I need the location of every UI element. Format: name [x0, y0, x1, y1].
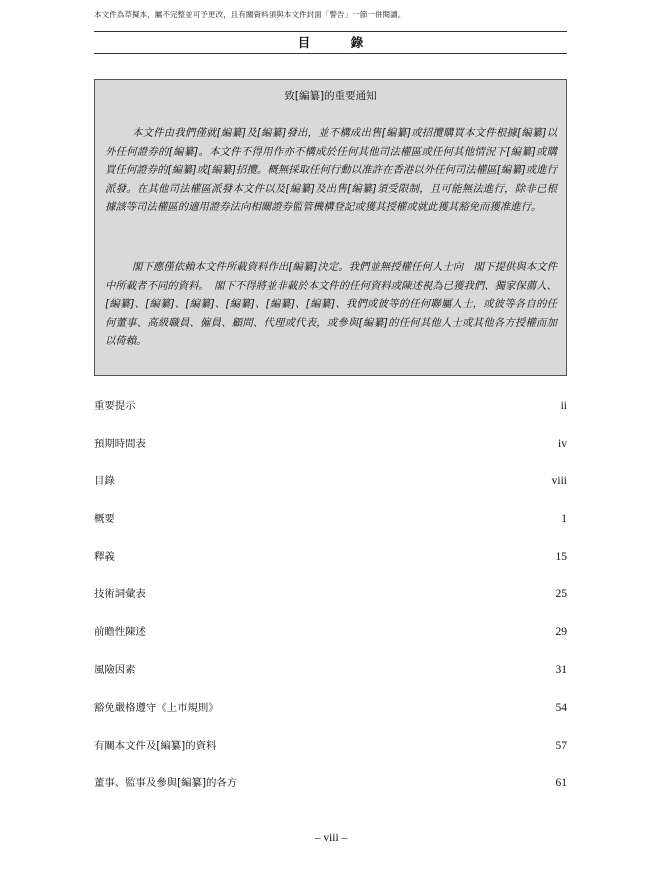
toc-entry-waivers[interactable] — [94, 698, 567, 718]
toc-entry-contents[interactable] — [94, 471, 567, 491]
toc-leader-dots — [117, 471, 527, 491]
toc-entry-label: 概要 — [94, 513, 115, 525]
toc-entry-label: 豁免嚴格遵守《上市規則》 — [94, 702, 219, 714]
important-notice-box — [94, 79, 567, 376]
toc-entry-page: viii — [551, 475, 567, 487]
toc-entry-page: iv — [558, 438, 567, 450]
toc-leader-dots — [221, 698, 527, 718]
toc-entry-page: 31 — [555, 664, 567, 676]
toc-entry-directors-parties[interactable] — [94, 773, 567, 793]
toc-entry-important-notice[interactable] — [94, 396, 567, 416]
toc-entry-label: 技術詞彙表 — [94, 588, 146, 600]
toc-entry-label: 董事、監事及參與[編纂]的各方 — [94, 777, 238, 789]
toc-entry-risk-factors[interactable] — [94, 660, 567, 680]
toc-entry-page: 15 — [555, 551, 567, 563]
notice-paragraph-1: 本文件由我們僅就[編纂]及[編纂]發出，並不構成出售[編纂]或招攬購買本文件根據[編纂]以外任何證券的[編纂]。本文件不得用作亦不構成於任何其他司法權區或任何其他情況下[編纂]或購買任何證券的[編纂]或[編纂]招攬。概無採取任何行動以准許在香港以外任何司法權區[編纂]或進行派發。在其他司法權區派發本文件以及[編纂]及出售[編纂]須受限制，且可能無法進行，除非已根據該等司法權區的適用證券法向相關證券監管機構登記或獲其授權或就此獲其豁免而獲准進行。 — [105, 127, 557, 213]
page-title: 目 錄 — [297, 35, 378, 50]
toc-entry-label: 重要提示 — [94, 400, 136, 412]
toc-entry-page: 57 — [555, 740, 567, 752]
toc-entry-label: 有關本文件及[編纂]的資料 — [94, 740, 217, 752]
toc-leader-dots — [148, 584, 527, 604]
toc-leader-dots — [148, 622, 527, 642]
toc-entry-label: 目錄 — [94, 475, 115, 487]
toc-entry-page: 61 — [555, 777, 567, 789]
toc-leader-dots — [239, 773, 527, 793]
toc-entry-page: ii — [560, 400, 567, 412]
toc-leader-dots — [138, 396, 527, 416]
toc-leader-dots — [117, 547, 527, 567]
toc-entry-glossary[interactable] — [94, 584, 567, 604]
toc-entry-forward-looking[interactable] — [94, 622, 567, 642]
toc-entry-page: 1 — [561, 513, 567, 525]
title-top-rule — [94, 31, 567, 32]
toc-entry-definitions[interactable] — [94, 547, 567, 567]
toc-entry-page: 25 — [555, 588, 567, 600]
toc-entry-summary[interactable] — [94, 509, 567, 529]
toc-leader-dots — [218, 736, 527, 756]
page-number: – viii – — [314, 832, 348, 844]
draft-notice: 本文件為草擬本，屬不完整並可予更改，且有關資料須與本文件封面「警告」一節一併閱讀。 — [94, 10, 406, 19]
toc-entry-label: 風險因素 — [94, 664, 136, 676]
toc-entry-document-information[interactable] — [94, 736, 567, 756]
notice-heading: 致[編纂]的重要通知 — [284, 90, 377, 102]
title-bottom-rule — [94, 53, 567, 54]
toc-entry-label: 釋義 — [94, 551, 115, 563]
toc-leader-dots — [138, 660, 527, 680]
toc-entry-page: 29 — [555, 626, 567, 638]
toc-entry-label: 前瞻性陳述 — [94, 626, 146, 638]
toc-entry-expected-timetable[interactable] — [94, 434, 567, 454]
notice-paragraph-2: 閣下應僅依賴本文件所載資料作出[編纂]決定。我們並無授權任何人士向 閣下提供與本文件中所載者不同的資料。 閣下不得將並非載於本文件的任何資料或陳述視為已獲我們、獨家保薦人、[編纂]、[編纂]、[編纂]、[編纂]、[編纂]、[編纂]、我們或彼等的任何聯屬人士，或彼等各自的任何董事、高級職員、僱員、顧問、代理或代表，或參與[編纂]的任何其他人士或其他各方授權而加以倚賴。 — [105, 261, 557, 347]
toc-leader-dots — [148, 434, 527, 454]
toc-entry-page: 54 — [555, 702, 567, 714]
toc-leader-dots — [117, 509, 527, 529]
toc-entry-label: 預期時間表 — [94, 438, 146, 450]
